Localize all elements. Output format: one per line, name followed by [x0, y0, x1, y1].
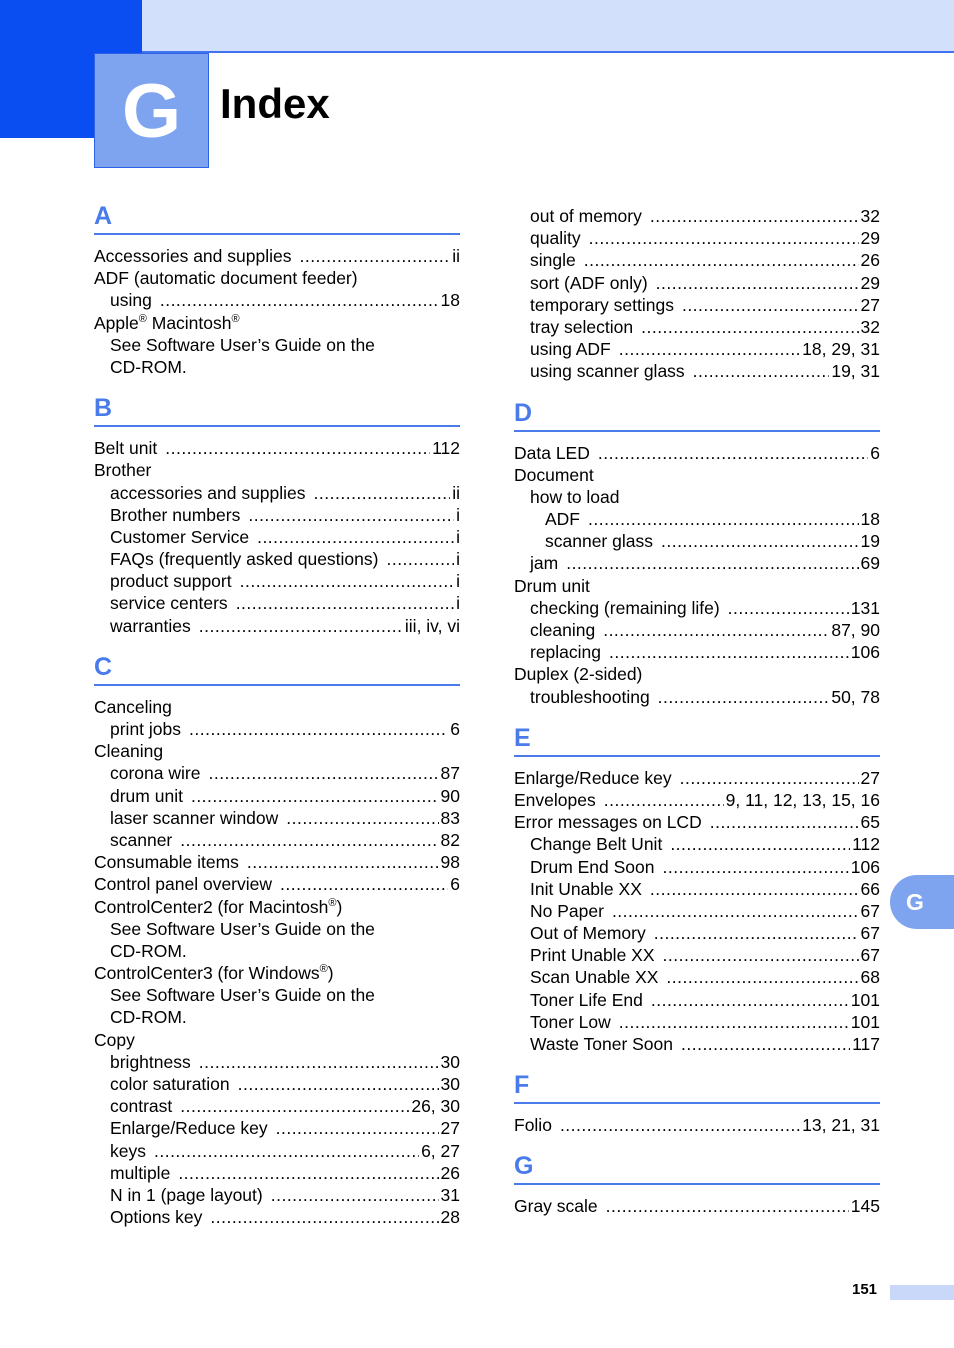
index-entry-pages[interactable]: 27 — [860, 767, 880, 788]
index-entry-pages[interactable]: ii — [452, 482, 460, 503]
section-gap — [94, 637, 460, 651]
chapter-side-tab[interactable]: G — [890, 875, 954, 929]
index-entry — [514, 663, 880, 685]
index-entry-pages[interactable]: 112 — [852, 834, 880, 855]
index-entry-term: CD-ROM. — [110, 940, 187, 961]
section-heading: C — [94, 652, 113, 681]
dot-leader — [656, 272, 859, 294]
index-entry-pages[interactable]: 66 — [860, 878, 880, 899]
index-entry-term: Drum unit — [514, 575, 590, 596]
index-entry-pages[interactable]: 9, 11, 12, 13, 15, 16 — [725, 789, 880, 810]
index-entry — [94, 504, 460, 526]
index-entry — [514, 486, 880, 508]
index-entry-term: laser scanner window — [110, 807, 279, 828]
index-entry — [94, 526, 460, 548]
dot-leader — [682, 294, 859, 316]
index-entry — [94, 615, 460, 637]
index-entry-pages[interactable]: 18 — [440, 290, 460, 311]
dot-leader — [654, 922, 859, 944]
index-entry-term: CD-ROM. — [110, 356, 187, 377]
dot-leader — [247, 851, 439, 873]
index-entry-term: Control panel overview — [94, 874, 273, 895]
dot-leader — [208, 762, 438, 784]
dot-leader — [165, 437, 430, 459]
index-entry-pages[interactable]: i — [456, 549, 460, 570]
index-entry — [514, 922, 880, 944]
index-entry-pages[interactable]: 90 — [440, 785, 460, 806]
index-entry-pages[interactable]: 27 — [860, 294, 880, 315]
dot-leader — [663, 944, 859, 966]
header-light-band — [142, 0, 954, 52]
section-heading: D — [514, 398, 533, 427]
index-entry — [514, 1114, 880, 1136]
index-entry-term: Out of Memory — [530, 923, 646, 944]
index-entry — [514, 833, 880, 855]
index-entry-pages[interactable]: 29 — [860, 228, 880, 249]
index-entry — [514, 294, 880, 316]
index-entry-term: color saturation — [110, 1074, 230, 1094]
index-entry — [94, 807, 460, 829]
dot-leader — [584, 249, 859, 271]
index-entry-term: corona wire — [110, 763, 201, 784]
dot-leader — [606, 1195, 849, 1217]
index-entry-term: Init Unable XX — [530, 878, 642, 899]
dot-leader — [286, 807, 438, 829]
index-entry-term: checking (remaining life) — [530, 597, 720, 618]
index-entry-pages[interactable]: iii, iv, vi — [404, 615, 460, 636]
index-entry-term: Drum End Soon — [530, 856, 655, 877]
index-entry-pages[interactable]: 32 — [860, 316, 880, 337]
index-entry — [514, 227, 880, 249]
index-entry-term: Canceling — [94, 696, 172, 717]
index-entry-pages[interactable]: 101 — [850, 989, 880, 1010]
index-entry — [94, 1184, 460, 1206]
index-entry-pages[interactable]: i — [456, 571, 460, 592]
index-entry-term: multiple — [110, 1162, 171, 1183]
page-number: 151 — [852, 1281, 878, 1298]
section-gap — [514, 1136, 880, 1150]
index-entry-term: Cleaning — [94, 741, 164, 762]
index-entry-term: Duplex (2-sided) — [514, 664, 643, 685]
index-entry — [514, 989, 880, 1011]
index-entry — [94, 245, 460, 267]
index-entry-term: Toner Low — [530, 1011, 611, 1032]
index-entry-pages[interactable]: 87, 90 — [831, 620, 880, 640]
index-entry — [514, 944, 880, 966]
section-rule — [514, 755, 880, 757]
index-entry-pages[interactable]: 117 — [852, 1034, 880, 1054]
index-entry-term: accessories and supplies — [110, 482, 306, 503]
index-entry — [94, 1095, 460, 1117]
index-entry — [514, 508, 880, 530]
index-entry-pages[interactable]: 145 — [850, 1196, 880, 1217]
index-entry-term: Consumable items — [94, 852, 239, 873]
index-entry — [514, 1011, 880, 1033]
index-entry-term: drum unit — [110, 785, 183, 806]
index-entry-term: Enlarge/Reduce key — [514, 767, 672, 788]
index-column-right — [514, 205, 880, 1218]
index-entry-pages[interactable]: 87 — [440, 763, 460, 784]
index-entry-pages[interactable]: 28 — [440, 1207, 460, 1228]
index-entry-term: Change Belt Unit — [530, 834, 663, 855]
dot-leader — [386, 548, 454, 570]
index-entry — [514, 464, 880, 486]
index-entry — [94, 1117, 460, 1139]
index-entry-pages[interactable]: 26 — [860, 250, 880, 271]
index-entry-term: troubleshooting — [530, 686, 650, 707]
index-entry — [94, 334, 460, 356]
dot-leader — [666, 966, 858, 988]
index-entry-term: sort (ADF only) — [530, 272, 648, 293]
index-entry — [94, 718, 460, 740]
index-entry-term: temporary settings — [530, 294, 674, 315]
dot-leader — [180, 829, 438, 851]
index-entry — [94, 873, 460, 895]
index-entry-pages[interactable]: i — [456, 504, 460, 525]
index-entry-pages[interactable]: 19, 31 — [831, 361, 880, 382]
index-entry — [94, 312, 460, 334]
index-entry-term: Brother — [94, 460, 152, 481]
index-entry-pages[interactable]: 13, 21, 31 — [802, 1115, 880, 1136]
section-gap — [514, 708, 880, 722]
dot-leader — [680, 767, 859, 789]
index-entry-pages[interactable]: 30 — [440, 1074, 460, 1094]
section-gap — [94, 378, 460, 392]
dot-leader — [566, 552, 858, 574]
index-entry-term: See Software User’s Guide on the — [110, 985, 375, 1006]
page-title: Index — [220, 80, 330, 127]
index-entry-term: N in 1 (page layout) — [110, 1184, 263, 1205]
index-entry-pages[interactable]: 6 — [450, 874, 460, 895]
index-entry — [94, 918, 460, 940]
dot-leader — [588, 508, 859, 530]
index-entry — [94, 851, 460, 873]
index-entry — [94, 1029, 460, 1051]
index-entry — [94, 267, 460, 289]
index-entry-term: Gray scale — [514, 1196, 598, 1217]
index-entry-pages[interactable]: 101 — [850, 1011, 880, 1032]
dot-leader — [299, 245, 450, 267]
header-rule — [142, 51, 954, 53]
dot-leader — [603, 619, 829, 641]
index-entry-term: service centers — [110, 593, 228, 614]
index-entry — [514, 597, 880, 619]
dot-leader — [658, 686, 830, 708]
dot-leader — [280, 873, 448, 895]
index-entry-pages[interactable]: 67 — [860, 945, 880, 966]
index-entry — [514, 338, 880, 360]
index-column-left — [94, 200, 460, 1228]
dot-leader — [210, 1206, 438, 1228]
index-entry — [94, 356, 460, 378]
index-entry — [514, 442, 880, 464]
index-entry — [94, 548, 460, 570]
index-entry-pages[interactable]: 69 — [860, 553, 880, 574]
dot-leader — [661, 530, 859, 552]
section-rule — [514, 1183, 880, 1185]
section-heading: F — [514, 1071, 530, 1100]
index-entry — [94, 1162, 460, 1184]
dot-leader — [238, 1073, 439, 1095]
index-entry — [94, 1206, 460, 1228]
index-entry-term: Error messages on LCD — [514, 812, 702, 833]
index-entry-pages[interactable]: 6, 27 — [421, 1140, 460, 1161]
index-entry — [514, 205, 880, 227]
index-entry — [514, 878, 880, 900]
index-entry — [514, 686, 880, 708]
dot-leader — [650, 878, 859, 900]
index-entry — [514, 272, 880, 294]
page-number-bar — [890, 1285, 954, 1300]
index-entry-pages[interactable]: 112 — [432, 438, 460, 459]
index-entry-pages[interactable]: 67 — [860, 923, 880, 944]
dot-leader — [180, 1095, 409, 1117]
index-entry-pages[interactable]: 68 — [860, 967, 880, 988]
index-entry — [94, 984, 460, 1006]
index-entry — [94, 696, 460, 718]
index-entry-pages[interactable]: 27 — [440, 1118, 460, 1139]
index-entry — [514, 900, 880, 922]
dot-leader — [693, 360, 830, 382]
index-entry-pages[interactable]: 50, 78 — [831, 686, 880, 707]
index-entry — [514, 316, 880, 338]
index-entry-pages[interactable]: 32 — [860, 206, 880, 226]
index-entry-term: jam — [530, 553, 559, 574]
dot-leader — [240, 570, 455, 592]
section-gap — [514, 1055, 880, 1069]
index-entry-term: ADF — [545, 509, 580, 530]
index-entry-pages[interactable]: 82 — [440, 829, 460, 850]
section-rule — [94, 684, 460, 686]
dot-leader — [191, 785, 439, 807]
dot-leader — [236, 592, 454, 614]
index-entry-pages[interactable]: 18, 29, 31 — [802, 339, 880, 360]
index-entry — [514, 1195, 880, 1217]
dot-leader — [178, 1162, 438, 1184]
index-entry-pages[interactable]: 83 — [440, 807, 460, 828]
chapter-letter: G — [94, 53, 209, 168]
dot-leader — [189, 718, 448, 740]
index-entry-term: how to load — [530, 486, 620, 507]
index-entry-pages[interactable]: 106 — [850, 856, 880, 877]
index-entry-pages[interactable]: 106 — [850, 642, 880, 663]
index-entry — [514, 767, 880, 789]
index-entry — [514, 856, 880, 878]
index-entry-term: single — [530, 250, 576, 271]
index-entry-pages[interactable]: ii — [452, 246, 460, 266]
index-entry-term: Copy — [94, 1029, 135, 1050]
dot-leader — [199, 1051, 439, 1073]
index-entry-term: Data LED — [514, 442, 590, 463]
section-rule — [94, 233, 460, 235]
index-entry-term: Document — [514, 464, 594, 485]
index-entry-term: using — [110, 290, 152, 311]
index-entry-term: contrast — [110, 1096, 173, 1117]
index-entry — [514, 789, 880, 811]
dot-leader — [248, 504, 454, 526]
index-entry — [94, 1073, 460, 1095]
index-entry-term: scanner glass — [545, 531, 653, 552]
index-entry — [514, 530, 880, 552]
index-entry-term: ControlCenter3 (for Windows®) — [94, 963, 334, 984]
index-entry-term: Belt unit — [94, 438, 158, 459]
dot-leader — [199, 615, 403, 637]
index-entry — [514, 575, 880, 597]
index-entry — [94, 437, 460, 459]
index-entry-term: See Software User’s Guide on the — [110, 334, 375, 355]
index-entry-term: CD-ROM. — [110, 1007, 187, 1028]
index-entry-term: using ADF — [530, 339, 611, 360]
index-entry-term: replacing — [530, 642, 602, 663]
dot-leader — [612, 900, 859, 922]
dot-leader — [710, 811, 859, 833]
index-entry — [94, 459, 460, 481]
index-entry-term: ControlCenter2 (for Macintosh®) — [94, 896, 343, 917]
index-entry — [94, 740, 460, 762]
dot-leader — [589, 227, 859, 249]
index-entry-term: brightness — [110, 1051, 191, 1072]
index-entry-term: print jobs — [110, 719, 182, 739]
index-entry-term: Brother numbers — [110, 504, 241, 525]
dot-leader — [651, 989, 849, 1011]
index-entry-term: cleaning — [530, 620, 596, 640]
dot-leader — [598, 442, 868, 464]
index-entry — [94, 482, 460, 504]
index-entry — [94, 785, 460, 807]
dot-leader — [276, 1117, 439, 1139]
dot-leader — [609, 641, 849, 663]
index-entry — [514, 966, 880, 988]
index-entry-pages[interactable]: 65 — [860, 812, 880, 833]
dot-leader — [670, 833, 850, 855]
index-entry-pages[interactable]: 29 — [860, 272, 880, 293]
index-entry — [514, 360, 880, 382]
index-entry-pages[interactable]: 131 — [850, 597, 880, 618]
dot-leader — [154, 1140, 419, 1162]
index-entry — [94, 940, 460, 962]
index-entry-term: Envelopes — [514, 789, 596, 810]
index-entry-term: Toner Life End — [530, 989, 643, 1010]
index-entry-term: ADF (automatic document feeder) — [94, 268, 358, 289]
index-entry-pages[interactable]: 26, 30 — [411, 1096, 460, 1117]
index-entry — [514, 1033, 880, 1055]
index-entry-pages[interactable]: i — [456, 526, 460, 547]
dot-leader — [728, 597, 849, 619]
index-entry — [94, 289, 460, 311]
dot-leader — [681, 1033, 850, 1055]
index-entry-term: Print Unable XX — [530, 945, 655, 966]
dot-leader — [604, 789, 724, 811]
section-rule — [514, 430, 880, 432]
section-rule — [94, 425, 460, 427]
index-entry-term: Accessories and supplies — [94, 246, 292, 266]
index-entry-term: See Software User’s Guide on the — [110, 918, 375, 939]
index-entry-term: No Paper — [530, 900, 604, 921]
dot-leader — [257, 526, 454, 548]
index-entry — [94, 1051, 460, 1073]
index-entry — [94, 829, 460, 851]
section-heading: G — [514, 1152, 534, 1181]
index-entry-pages[interactable]: 26 — [440, 1162, 460, 1183]
index-entry — [514, 619, 880, 641]
index-entry — [94, 896, 460, 918]
index-entry-pages[interactable]: 31 — [440, 1184, 460, 1205]
index-entry-term: warranties — [110, 615, 191, 636]
index-entry-term: out of memory — [530, 206, 642, 226]
index-entry — [94, 1140, 460, 1162]
index-entry-term: tray selection — [530, 316, 634, 337]
section-rule — [514, 1102, 880, 1104]
dot-leader — [271, 1184, 439, 1206]
index-entry-pages[interactable]: 18 — [860, 509, 880, 530]
index-entry-term: Folio — [514, 1115, 552, 1136]
dot-leader — [560, 1114, 800, 1136]
dot-leader — [650, 205, 859, 227]
index-entry-term: Waste Toner Soon — [530, 1034, 673, 1054]
section-heading: E — [514, 723, 531, 752]
index-entry — [94, 570, 460, 592]
index-entry-term: Options key — [110, 1207, 203, 1228]
index-entry — [514, 552, 880, 574]
index-entry-term: quality — [530, 228, 581, 249]
index-entry-pages[interactable]: 19 — [860, 531, 880, 552]
dot-leader — [160, 289, 439, 311]
index-entry-term: Scan Unable XX — [530, 967, 659, 988]
index-entry-pages[interactable]: 30 — [440, 1051, 460, 1072]
dot-leader — [641, 316, 858, 338]
index-entry — [514, 811, 880, 833]
dot-leader — [314, 482, 451, 504]
index-entry-pages[interactable]: i — [456, 593, 460, 614]
index-entry-term: keys — [110, 1140, 146, 1161]
section-heading: A — [94, 202, 113, 230]
index-entry-term: Customer Service — [110, 526, 250, 547]
index-entry-term: Apple® Macintosh® — [94, 312, 240, 333]
index-entry-pages[interactable]: 67 — [860, 900, 880, 921]
index-entry — [94, 962, 460, 984]
index-entry-pages[interactable]: 98 — [440, 852, 460, 873]
index-entry-term: product support — [110, 571, 232, 592]
dot-leader — [619, 1011, 849, 1033]
section-heading: B — [94, 394, 113, 423]
index-entry-pages[interactable]: 6 — [870, 442, 880, 463]
index-entry — [94, 762, 460, 784]
index-entry-term: using scanner glass — [530, 361, 685, 382]
dot-leader — [619, 338, 800, 360]
index-entry-pages[interactable]: 6 — [450, 719, 460, 739]
index-entry — [94, 1006, 460, 1028]
section-gap — [514, 383, 880, 397]
dot-leader — [663, 856, 849, 878]
index-entry-term: Enlarge/Reduce key — [110, 1118, 268, 1139]
index-entry-term: FAQs (frequently asked questions) — [110, 549, 379, 570]
index-entry-term: scanner — [110, 829, 173, 850]
index-entry — [514, 641, 880, 663]
index-entry — [514, 249, 880, 271]
index-entry — [94, 592, 460, 614]
